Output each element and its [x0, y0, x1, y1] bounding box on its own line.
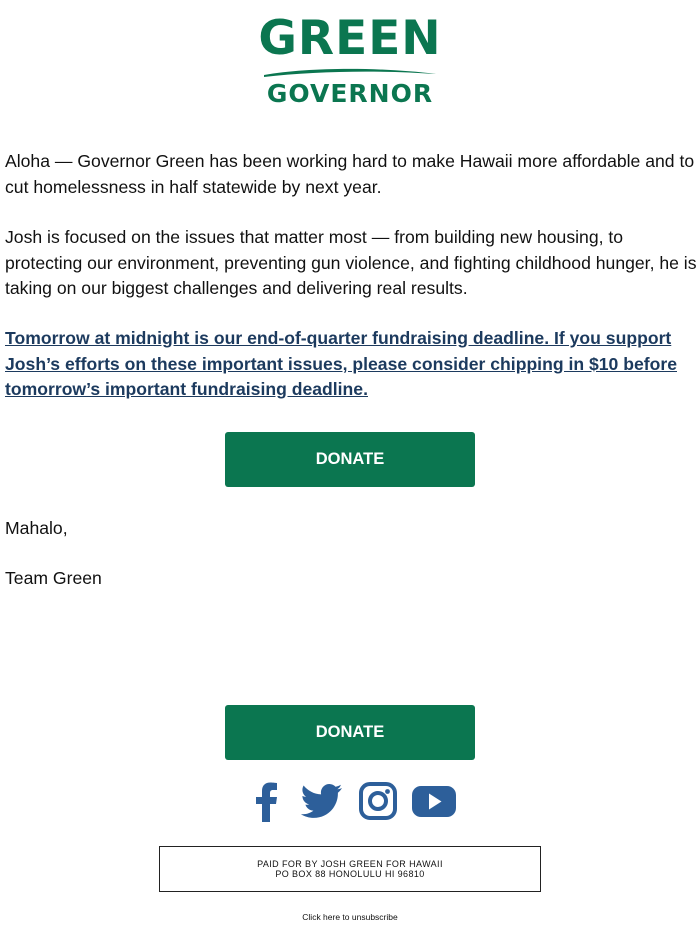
donate-button[interactable]: DONATE: [225, 432, 475, 487]
issues-paragraph: Josh is focused on the issues that matter most — from building new housing, to protecting our environment, preventing gun violence, and fighting childhood hunger, he is taking on our biggest challenges and delivering real results.: [5, 227, 697, 298]
facebook-link[interactable]: [244, 778, 288, 824]
twitter-link[interactable]: [300, 778, 344, 824]
unsubscribe-link[interactable]: Click here to unsubscribe: [302, 912, 398, 922]
logo-bottom-text: GOVERNOR: [266, 79, 434, 108]
intro-paragraph: Aloha — Governor Green has been working hard to make Hawaii more affordable and to cut homelessness in half statewide by next year.: [5, 151, 695, 197]
signature-text: Team Green: [5, 568, 102, 588]
signoff-text: Mahalo,: [5, 518, 68, 538]
paid-for-disclaimer: [159, 846, 541, 892]
instagram-icon: [356, 778, 400, 824]
logo-top-text: GREEN: [258, 11, 442, 66]
footer-donate-button[interactable]: DONATE: [225, 705, 475, 760]
facebook-icon: [244, 778, 288, 824]
youtube-link[interactable]: [412, 778, 456, 824]
logo-swoosh-icon: [260, 66, 440, 80]
green-governor-logo: [0, 12, 700, 108]
instagram-link[interactable]: [356, 778, 400, 824]
fundraising-cta-link[interactable]: Tomorrow at midnight is our end-of-quarter fundraising deadline. If you support Josh’s efforts on these important issues, please consider chipping in $10 before tomorrow’s important fundraising deadline.: [5, 328, 677, 399]
twitter-icon: [300, 778, 344, 824]
youtube-icon: [412, 778, 456, 824]
paid-for-line: PAID FOR BY JOSH GREEN FOR HAWAII: [257, 858, 443, 869]
address-line: PO BOX 88 HONOLULU HI 96810: [275, 869, 425, 879]
social-links: [0, 778, 700, 824]
